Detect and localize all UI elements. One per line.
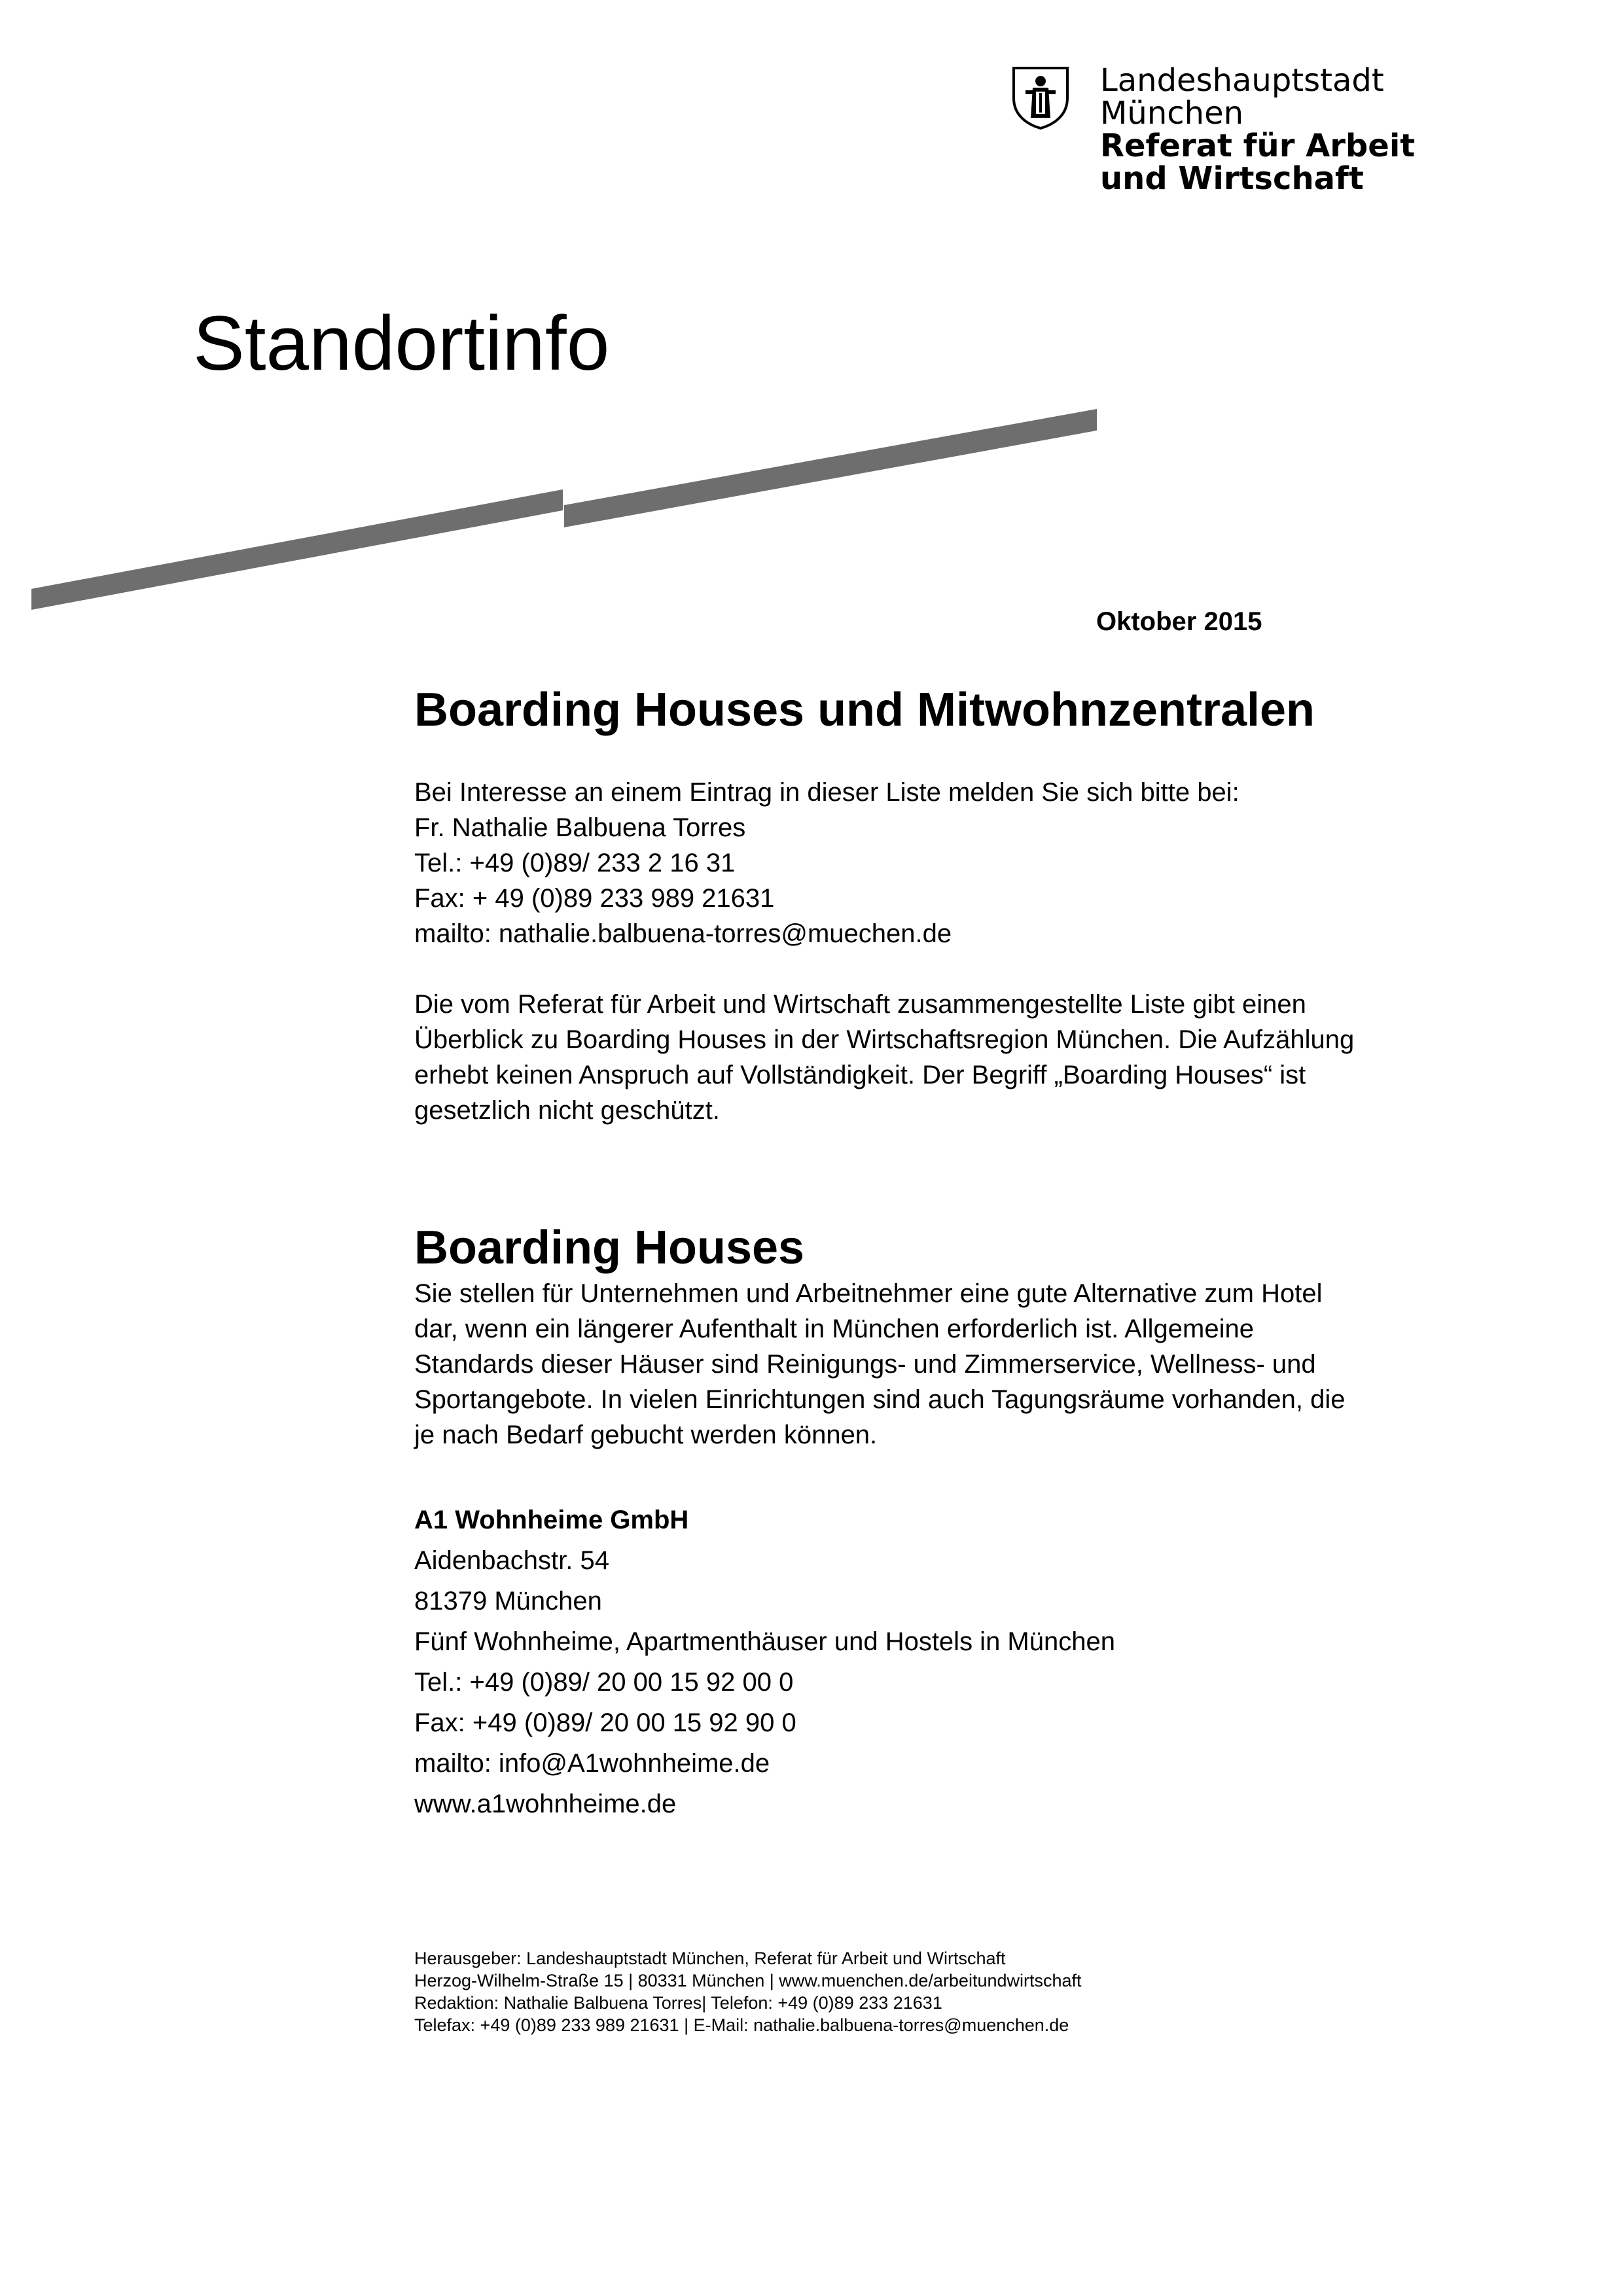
description-line: Standards dieser Häuser sind Reinigungs- und Zimmerservice, Wellness- und: [414, 1350, 1316, 1379]
org-line-3: Referat für Arbeit: [1100, 128, 1416, 164]
footer-line: Telefax: +49 (0)89 233 989 21631 | E-Mail: nathalie.balbuena-torres@muenchen.de: [414, 2015, 1069, 2035]
description-line: je nach Bedarf gebucht werden können.: [414, 1421, 878, 1449]
org-line-1: Landeshauptstadt: [1100, 62, 1384, 99]
contact-name: Fr. Nathalie Balbuena Torres: [414, 813, 746, 842]
entry-street: Aidenbachstr. 54: [414, 1546, 609, 1575]
listing-entry: [414, 1500, 1409, 1824]
decorative-stripes: [0, 0, 1623, 654]
org-line-4: und Wirtschaft: [1100, 160, 1364, 197]
intro-line: Überblick zu Boarding Houses in der Wirtschaftsregion München. Die Aufzählung: [414, 1025, 1355, 1054]
entry-website-link[interactable]: www.a1wohnheime.de: [414, 1790, 677, 1818]
footer-line: Herausgeber: Landeshauptstadt München, Referat für Arbeit und Wirtschaft: [414, 1949, 1006, 1968]
stripe-left: [31, 489, 563, 610]
entry-city: 81379 München: [414, 1587, 602, 1616]
entry-name: A1 Wohnheime GmbH: [414, 1506, 689, 1534]
stripe-right: [564, 409, 1097, 527]
footer-imprint: [414, 1947, 1082, 2036]
contact-block: [414, 775, 1409, 951]
section-heading: Boarding Houses: [414, 1222, 805, 1274]
intro-paragraph: [414, 987, 1409, 1128]
intro-line: Die vom Referat für Arbeit und Wirtschaft zusammengestellte Liste gibt einen: [414, 990, 1306, 1019]
org-line-2: München: [1100, 95, 1244, 132]
contact-fax: Fax: + 49 (0)89 233 989 21631: [414, 884, 775, 913]
footer-line: Herzog-Wilhelm-Straße 15 | 80331 München | www.muenchen.de/arbeitundwirtschaft: [414, 1971, 1082, 1990]
description-line: Sie stellen für Unternehmen und Arbeitnehmer eine gute Alternative zum Hotel: [414, 1279, 1323, 1308]
entry-phone: Tel.: +49 (0)89/ 20 00 15 92 00 0: [414, 1668, 794, 1697]
footer-line: Redaktion: Nathalie Balbuena Torres| Telefon: +49 (0)89 233 21631: [414, 1993, 942, 2013]
description-line: Sportangebote. In vielen Einrichtungen sind auch Tagungsräume vorhanden, die: [414, 1385, 1346, 1414]
intro-line: erhebt keinen Anspruch auf Vollständigkeit. Der Begriff „Boarding Houses“ ist: [414, 1061, 1306, 1089]
document-date: Oktober 2015: [1096, 607, 1262, 636]
contact-phone: Tel.: +49 (0)89/ 233 2 16 31: [414, 849, 736, 877]
intro-line: gesetzlich nicht geschützt.: [414, 1096, 720, 1125]
section-description: [414, 1276, 1409, 1453]
description-line: dar, wenn ein längerer Aufenthalt in München erforderlich ist. Allgemeine: [414, 1315, 1254, 1343]
contact-line: Bei Interesse an einem Eintrag in dieser Liste melden Sie sich bitte bei:: [414, 778, 1240, 807]
contact-email-link[interactable]: mailto: nathalie.balbuena-torres@muechen.de: [414, 919, 952, 948]
entry-email-link[interactable]: mailto: info@A1wohnheime.de: [414, 1749, 770, 1778]
page-title: Standortinfo: [193, 300, 610, 387]
main-heading: Boarding Houses und Mitwohnzentralen: [414, 684, 1315, 736]
entry-info: Fünf Wohnheime, Apartmenthäuser und Hostels in München: [414, 1627, 1115, 1656]
entry-fax: Fax: +49 (0)89/ 20 00 15 92 90 0: [414, 1708, 796, 1737]
